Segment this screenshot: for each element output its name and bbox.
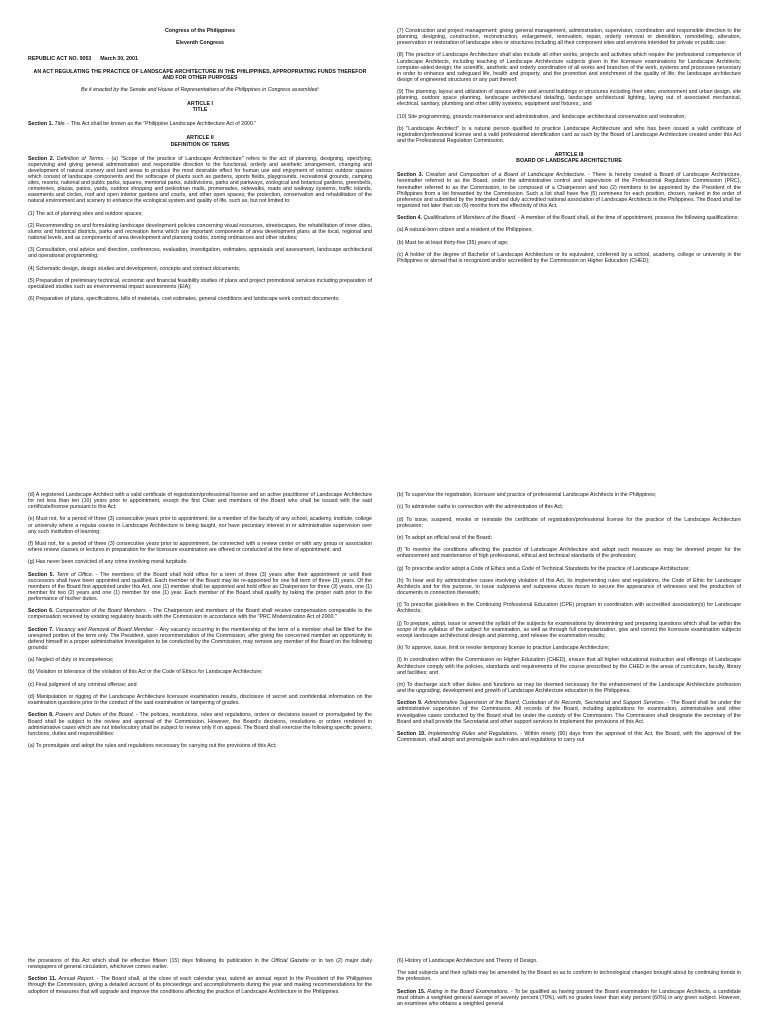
list-item: (f) Must not, for a period of three (3) consecutive years prior to appointment, be connected with a review center or with any group or association where review classes or lectures in preparation for the licensure examination are offered or conducted at the time of appointment; and (28, 540, 372, 554)
list-item: (b) Must be at least thirty-five (35) years of age; (397, 239, 509, 246)
section-8: Section 8. Powers and Duties of the Board. - The policies, resolutions, rules and regulations, orders or decisions issued or promulgated by the Board shall be subject to the review and approval of the Commission. However, the Board's decisions, resolutions or orders rendered in administrative cases which are not interlocutory shall be subject to review only if on appeal. The Board shall exercise the following specific powers, functions, duties and responsibilities: (28, 712, 372, 737)
list-item: (f) To monitor the conditions affecting the practice of Landscape Architecture and adopt such measure as may be deemed proper for the enhancement and maintenance of high professional, ethical and technical standards of the profession; (397, 547, 741, 560)
list-item: (a) A natural-born citizen and a resident of the Philippines; (397, 227, 533, 234)
list-item: (a) To promulgate and adopt the rules and regulations necessary for carrying out the provisions of this Act; (28, 742, 277, 749)
list-item: (6) Preparation of plans, specifications, bills of materials, cost estimates, general conditions and landscape work contract documents; (28, 296, 340, 303)
list-item: (6) History of Landscape Architecture and Theory of Design. (397, 958, 538, 964)
congress-session: Eleventh Congress (176, 40, 224, 47)
section-11: Section 11. Annual Report. - The Board shall, at the close of each calendar year, submit an annual report to the President of the Philippines through the Commission, giving a detailed account of its proceedings and accomplishments during the year and making recommendations for the adoption of measures that will upgrade and improve the conditions affecting the practice of Landscape Architecture in the Philippines. (28, 976, 372, 995)
paragraph: the provisions of this Act which shall be effective fifteen (15) days following its publication in the Official Gazette or in two (2) major daily newspapers of general circulation, whichever comes earlier. (28, 958, 372, 971)
list-item: (4) Schematic design, design studies and development, concepts and contract documents; (28, 265, 241, 272)
list-item: (1) The act of planning sites and outdoor spaces; (28, 210, 143, 217)
section-9: Section 9. Administrative Supervision of the Board, Custodian of its Records, Secretariat and Support Services. - The Board shall be under the administrative supervision of the Commission. All records of the Board, including applications for examination, administrative and other investigative cases conducted by the Board shall be under the custody of the Commission. The Commission shall designate the secretary of the Board and shall provide the Secretariat and other support services to implement the provisions of this Act. (397, 700, 741, 725)
section-4: Section 4. Qualifications of Members of the Board. - A member of the Board shall, at the time of appointment, possess the following qualifications: (397, 215, 739, 222)
list-item: (d) A registered Landscape Architect with a valid certificate of registration/professional license and an active practitioner of Landscape Architecture for not less than ten (10) years prior to appointment, except the first Chair and members of the Board who shall be issued with the said certificate/license pursuant to this Act; (28, 492, 372, 511)
section-15: Section 15. Rating in the Board Examinations. - To be qualified as having passed the Board examination for Landscape Architects, a candidate must obtain a weighted general average of seventy percent (70%), with no grades lower than sixty percent (60%) in any given subject. However, an examinee who obtains a weighted general (397, 988, 741, 1007)
list-item: (10) Site programming, grounds maintenance and administration, and landscape architectural conservation and restoration; (397, 113, 686, 120)
article-2-heading: ARTICLE II DEFINITION OF TERMS (170, 135, 230, 148)
list-item: (k) To approve, issue, limit or revoke temporary license to practice Landscape Architecture; (397, 645, 610, 652)
definition-landscape-architect: (b) "Landscape Architect" is a natural person qualified to practice Landscape Architecture and who has been issued a valid certificate of registration/professional license and a valid professional identification card as such by the Board of Landscape Architecture created under this Act and the Professional Regulation Commission. (397, 125, 741, 145)
act-title: AN ACT REGULATING THE PRACTICE OF LANDSCAPE ARCHITECTURE IN THE PHILIPPINES, APPROPRIATING FUNDS THEREFOR AND FOR OTHER PURPOSES (33, 68, 367, 81)
page3-left-column (28, 958, 372, 1001)
section-5: Section 5. Term of Office. - The members of the Board shall hold office for a term of three (3) years after their appointment or until their successors shall have been appointed and qualified. Each member of the Board may be re-appointed for one full term of three (3) years. Of the members of the Board first appointed under this Act, one (1) member shall be appointed and hold office as Chairperson for three (3) years, one (1) member for two (2) years and one (1) member for one (1) year. Each member of the Board shall qualify by taking the proper oath prior to the performance of his/her duties. (28, 571, 372, 602)
list-item: (e) To adopt an official seal of the Board; (397, 534, 492, 541)
list-item: (7) Construction and project management; giving general management, administration, supervision, coordination and responsible direction to the planning, designing, construction, reconstruction, enlargement, renovation, repair, orderly removal or demolition, remodelling, alteration, preservation or restoration of landscape sites or structures including all their component sites and environs intended for private or public use; (397, 28, 741, 47)
list-item: (3) Consultation, oral advice and direction, conferences, evaluation, investigation, estimates, appraisals and assessment, landscape architectural and operational programming; (28, 247, 372, 260)
section-1: Section 1. Title. - This Act shall be known as the "Philippine Landscape Architecture Act of 2000." (28, 121, 257, 128)
section-7: Section 7. Vacancy and Removal of Board Member. - Any vacancy occurring in the membership of the term of a member shall be filled for the unexpired portion of the term only. The President, upon recommendation of the Commission, after giving the concerned member an opportunity to defend himself in a proper administrative investigation to be conducted by the Commission, may remove any member of the Board on the following grounds: (28, 626, 372, 651)
list-item: (c) Final judgment of any criminal offense; and (28, 681, 137, 688)
document-page-3 (0, 950, 768, 1024)
list-item: (h) To hear and try administrative cases involving violation of this Act, its implementing rules and regulations, the Code of Ethic for Landscape Architects and for this purpose, to issue subpoena and subpoena duces tecum to secure the appearance of witnesses and the production of documents in connection therewith; (397, 577, 742, 597)
section-3: Section 3. Creation and Composition of a Board of Landscape Architecture. - There is hereby created a Board of Landscape Architecture, hereinafter referred to as the Board, under the administrative control and supervision of the Professional Regulation Commission (PRC), hereinafter referred to as the Commission, to be composed of a Chairperson and two (2) members to be appointed by the President of the Philippines from a list forwarded by the Commission. Such a list shall have five (5) nominees for each position, chosen, ranked in the order of preference and submitted by the integrated and duly accredited national association of Landscape Architects in the Philippines. The Board shall be organized not later than six (6) months from the effectivity of this Act. (397, 172, 741, 209)
section-10: Section 10. Implementing Rules and Regulations. - Within ninety (90) days from the approval of this Act, the Board, with the approval of the Commission, shall adopt and promulgate such rules and regulations to carry out (397, 730, 741, 743)
list-item: (l) In coordination within the Commission on Higher Education (CHED), ensure that all higher educational instruction and offerings of Landscape Architecture comply with the policies, standards and requirements of the course prescribed by the CHED in the areas of curriculum, faculty, library and facilities; and (397, 657, 741, 676)
article-1-heading: ARTICLE I TITLE (187, 101, 213, 114)
page1-right-column (397, 28, 741, 270)
list-item: (b) To supervise the registration, licensure and practice of professional Landscape Architects in the Philippines; (397, 492, 657, 498)
list-item: (j) To prepare, adopt, issue or amend the syllabi of the subjects for examinations by determining and preparing questions which shall be within the scope of the syllabus of the subject for examination, as well as through full computerization, give and correct the licensure examination subjects except landscape architectural design and planning, and release the examination results; (397, 620, 741, 639)
list-item: (e) Must not, for a period of three (3) consecutive years prior to appointment, be a member of the faculty of any school, academy, institute, college or university where a regular course in Landscape Architecture is being taught, nor have pecuniary interest in or administrative supervision over any such institution of learning; (28, 516, 372, 535)
list-item: (d) To issue, suspend, revoke or reinstate the certificate of registration/professional license for the practice of the Landscape Architecture profession; (397, 516, 741, 529)
document-header (28, 28, 372, 46)
page2-left-column (28, 492, 372, 755)
list-item: (8) The practice of Landscape Architecture shall also include all other works, projects and activities which require the professional competence of Landscape Architects, including teaching of Landscape Architecture subjects given in the licensure examinations for Landscape Architects; computer-aided design; the scientific, aesthetic and orderly coordination of all works and branches of the work, systems and processes necessary in order to enhance and safeguard life, health and property, and the promotion and enrichment of the quality of life; the landscape architecture design of engineered structures or any part thereof; (397, 52, 741, 83)
document-page-2 (0, 480, 768, 945)
list-item: (a) Neglect of duty or incompetence; (28, 657, 114, 664)
congress-name: Congress of the Philippines (164, 28, 236, 34)
page3-right-column (397, 958, 741, 1013)
list-item: (5) Preparation of preliminary technical, economic and financial feasibility studies of plans and project promotional services including preparation of specialized studies such as environmental impact assessments (EIA); (28, 277, 372, 291)
paragraph: The said subjects and their syllabi may be amended by the Board so as to conform to technological changes brought about by continuing trends in the profession. (397, 970, 741, 983)
page1-left-column (28, 28, 372, 309)
list-item: (2) Recommending on and formulating landscape development policies concerning visual resources, streetscapes, the rehabilitation of inner cities, slums and historical districts, parks and recreation items which are important components of area development plans at the local, regional and national levels, and as components of area development and planning codes, zoning ordinances and other studies; (28, 222, 372, 241)
list-item: (9) The planning, layout and utilization of spaces within and around buildings or structures including their sites; environment and urban design, site planning, outdoor space planning, landscape architectural detailing, landscape architectural lighting, laying out of associated mechanical, electrical, sanitary, plumbing and other utility systems, equipment and fixtures;, and (397, 89, 741, 108)
list-item: (m) To discharge such other duties and functions as may be deemed necessary for the enhancement of the Landscape Architecture profession and the upgrading, development and growth of Landscape Architecture education in the Philippines. (397, 681, 741, 695)
list-item: (c) A holder of the degree of Bachelor of Landscape Architecture or its equivalent, conferred by a school, academy, college or university in the Philippines or abroad that is recognized and/or accredited by the Commission on Higher Education (CHED); (397, 251, 741, 265)
page2-right-column (397, 492, 741, 749)
list-item: (d) Manipulation or rigging of the Landscape Architecture licensure examination results, disclosure of secret and confidential information on the examination questions prior to the conduct of the said examination or tampering of grades. (28, 694, 372, 707)
article-3-heading: ARTICLE III BOARD OF LANDSCAPE ARCHITECTURE (516, 152, 622, 165)
list-item: (i) To prescribe guidelines in the Continuing Professional Education (CPE) program in coordination with accredited association(s) for Landscape Architects; (397, 602, 741, 615)
section-2: Section 2. Definition of Terms. - (a) "Scope of the practice of Landscape Architecture" refers to the act of planning, designing, specifying, supervising and giving general administration and responsible direction to the functional, orderly and aesthetic arrangement, changing and development of natural scenery and land areas to produce the most desirable effect for human use and enjoyment of various outdoor spaces which consist of landscape components and the softscape of plants such as gardens, sports fields, playgrounds, recreational grounds, camping sites, resorts, national and public parks, squares, memorial parks, subdivisions, parks and parkways, zoological and botanical gardens, greenbelts, cemeteries, plazas, patios, yards, outdoor shopping and pedestrian malls, promenades, sidewalks, roads and walkway systems, traffic islands, easements and circles, roof and open interior gardens and courts, and other open spaces; the protection, conservation and rehabilitation of the natural environment and scenery to enhance the ecological system and quality of life, such as, but not limited to: (28, 155, 372, 205)
republic-act-number: REPUBLIC ACT NO. 9053 March 30, 2001 (28, 56, 138, 63)
list-item: (c) To administer oaths in connection with the administration of this Act; (397, 504, 564, 511)
enacting-clause: Be it enacted by the Senate and House of Representatives of the Philippines in Congress assembled: (81, 87, 319, 94)
list-item: (b) Violation or tolerance of the violation of this Act or the Code of Ethics for Landscape Architecture; (28, 669, 263, 676)
document-page-1 (0, 0, 768, 470)
section-6: Section 6. Compensation of the Board Members. - The Chairperson and members of the Board shall receive compensation comparable to the compensation received by existing regulatory boards with the Commission in accordance with the "PRC Modernization Act of 2000." (28, 608, 372, 621)
list-item: (g) To prescribe and/or adopt a Code of Ethics and a Code of Technical Standards for the practice of Landscape Architecture; (397, 565, 690, 572)
list-item: (g) Has never been convicted of any crime involving moral turpitude. (28, 559, 188, 566)
